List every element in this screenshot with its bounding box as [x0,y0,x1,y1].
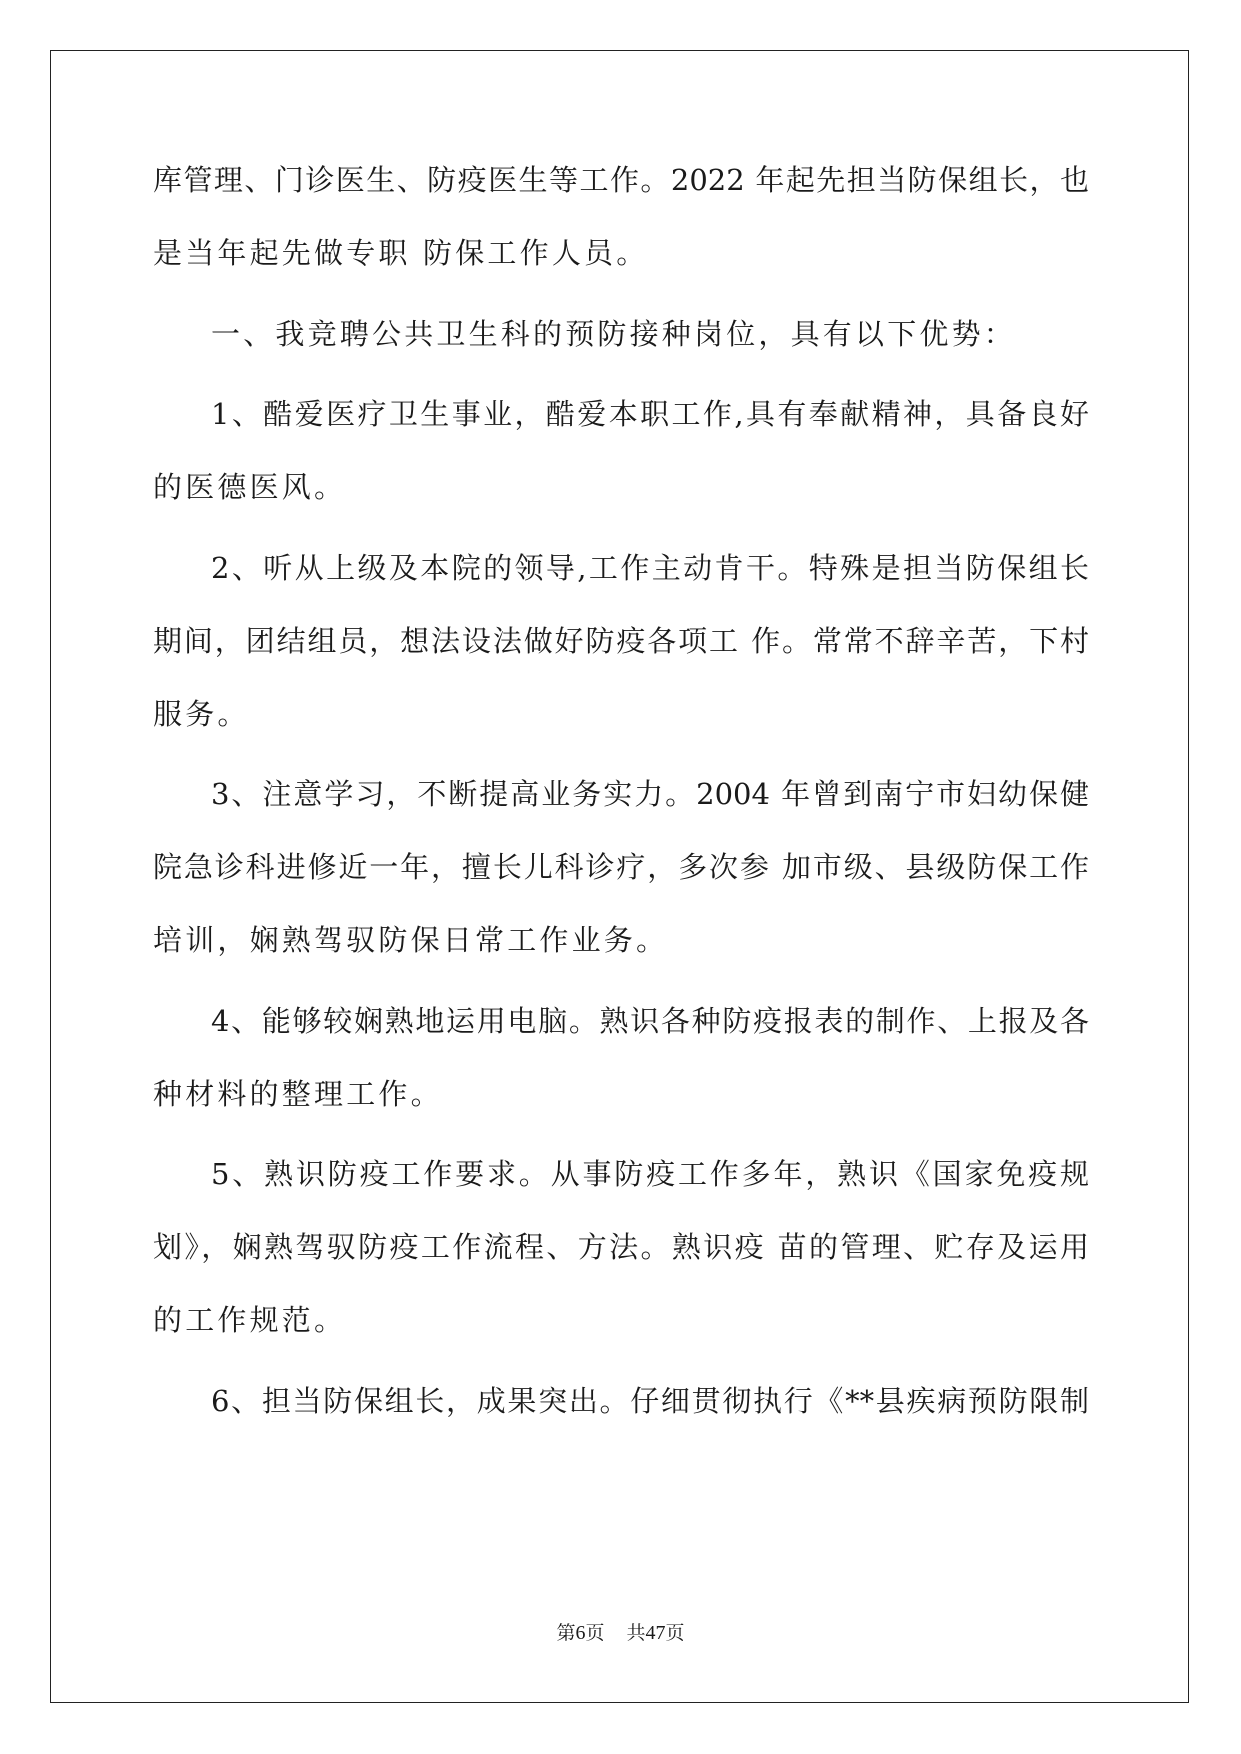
text-line: 6、担当防保组长，成果突出。仔细贯彻执行《**县疾病预防限制 [211,1384,1089,1418]
text-line: 3、注意学习，不断提高业务实力。2004 年曾到南宁市妇幼保健 [211,777,1089,811]
page-prefix: 第 [556,1623,576,1644]
text-line: 1、酷爱医疗卫生事业，酷爱本职工作,具有奉献精神，具备良好 [211,397,1089,431]
text-line: 培训，娴熟驾驭防保日常工作业务。 [153,923,669,957]
page-number: 6 [575,1622,586,1644]
text-line: 期间，团结组员，想法设法做好防疫各项工 作。常常不辞辛苦，下村 [153,624,1089,658]
section-heading: 一、我竞聘公共卫生科的预防接种岗位，具有以下优势： [211,317,1017,351]
page-footer [0,1618,1241,1645]
page-unit: 页 [585,1623,605,1644]
text-line: 库管理、门诊医生、防疫医生等工作。2022 年起先担当防保组长，也 [153,163,1089,197]
text-line: 2、听从上级及本院的领导,工作主动肯干。特殊是担当防保组长 [211,551,1089,585]
text-line: 是当年起先做专职 防保工作人员。 [153,236,649,270]
total-unit: 页 [665,1623,685,1644]
text-line: 划》，娴熟驾驭防疫工作流程、方法。熟识疫 苗的管理、贮存及运用 [153,1230,1089,1264]
text-line: 种材料的整理工作。 [153,1077,443,1111]
total-prefix: 共 [626,1623,646,1644]
text-line: 的医德医风。 [153,470,347,504]
text-line: 服务。 [153,697,250,731]
text-line: 5、熟识防疫工作要求。从事防疫工作多年，熟识《国家免疫规 [211,1157,1089,1191]
text-line: 4、能够较娴熟地运用电脑。熟识各种防疫报表的制作、上报及各 [211,1004,1089,1038]
text-line: 院急诊科进修近一年，擅长儿科诊疗，多次参 加市级、县级防保工作 [153,850,1089,884]
text-line: 的工作规范。 [153,1303,347,1337]
total-pages: 47 [645,1622,666,1644]
